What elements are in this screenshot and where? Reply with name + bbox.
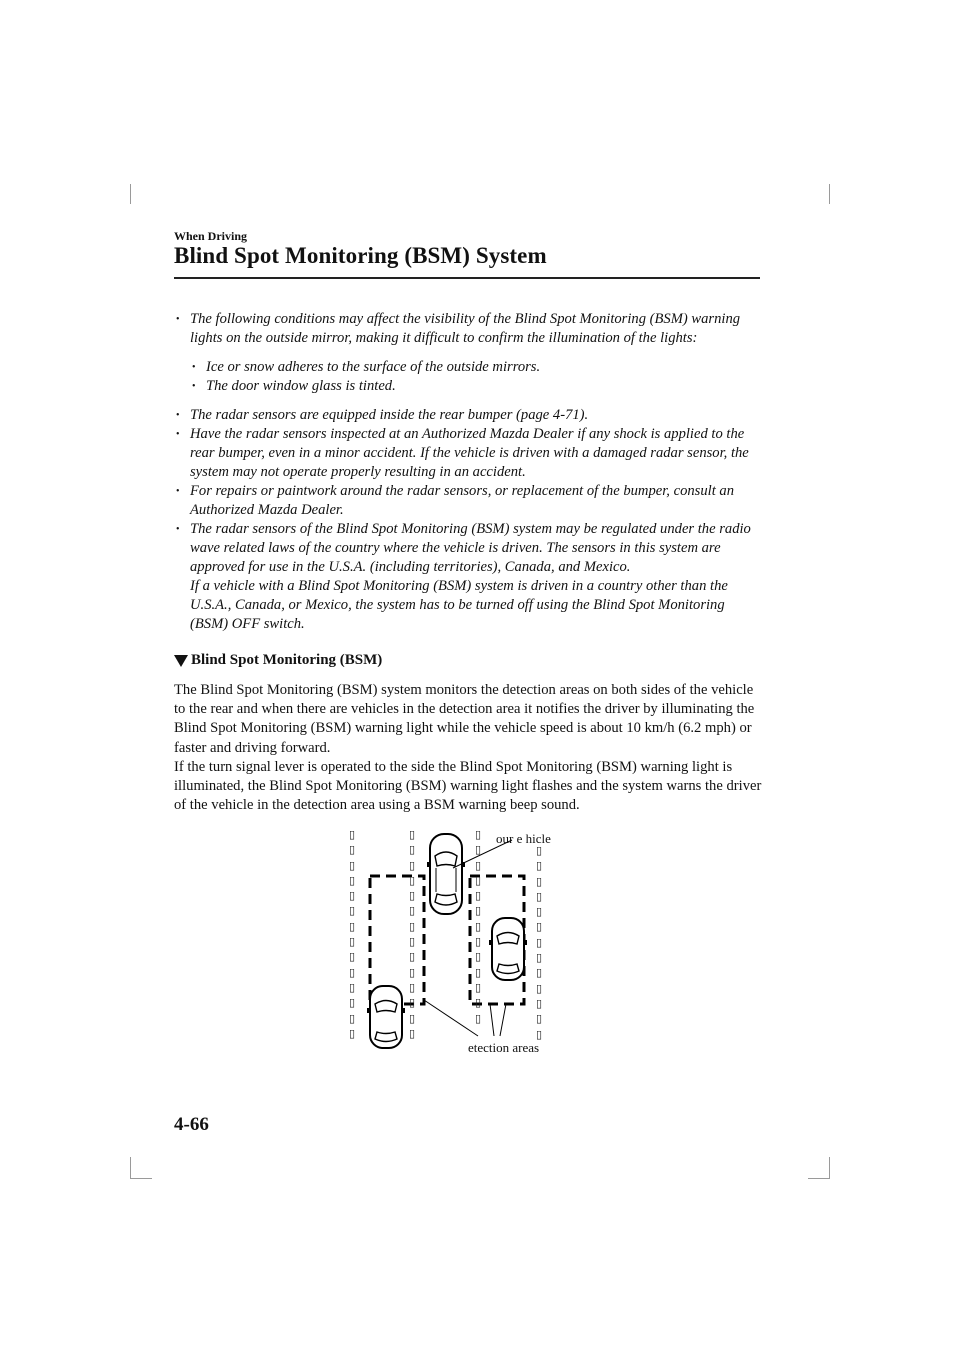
bullet-item: • For repairs or paintwork around the radar sensors, or replacement of the bumper, consult an Authorized Mazda Dealer. — [174, 482, 764, 520]
lane-marker-column: ▯ ▯ ▯ ▯ ▯ ▯ ▯ ▯ ▯ ▯ ▯ ▯ ▯ ▯ — [409, 829, 416, 1040]
vehicle-left-lane — [367, 986, 405, 1048]
crop-mark — [130, 184, 131, 204]
bullet-item: • Have the radar sensors inspected at an Authorized Mazda Dealer if any shock is applied to the rear bumper, even in a minor accident. If the vehicle is driven with a damaged radar sensor, the system may not operate properly resulting in an accident. — [174, 425, 764, 482]
bullet-item: • The radar sensors are equipped inside the rear bumper (page 4-71). — [174, 406, 764, 425]
bullet-item: • The radar sensors of the Blind Spot Monitoring (BSM) system may be regulated under the radio wave related laws of the country where the vehicle is driven. The sensors in this system are approved for use in the U.S.A. (including territories), Canada, and Mexico. If a vehicle with a Blind Spot Monitoring (BSM) system is driven in a country other than the U.S.A., Canada, or Mexico, the system has to be turned off using the Blind Spot Monitoring (BSM) OFF switch. — [174, 520, 764, 634]
your-vehicle-car — [427, 834, 465, 914]
crop-mark — [808, 1178, 830, 1179]
body-text — [174, 681, 764, 815]
your-vehicle-label: our e hicle — [496, 831, 551, 846]
sub-bullet-item: • The door window glass is tinted. — [190, 377, 764, 396]
crop-mark — [130, 1157, 131, 1179]
page-title: Blind Spot Monitoring (BSM) System — [174, 243, 547, 268]
paragraph: The Blind Spot Monitoring (BSM) system monitors the detection areas on both sides of the vehicle to the rear and when there are vehicles in the detection area it notifies the driver by illuminating the Blind Spot Monitoring (BSM) warning light while the vehicle speed is about 10 km/h (6.2 mph) or faster and driving forward. — [174, 682, 755, 756]
caution-bullet-list — [174, 310, 764, 634]
crop-mark — [130, 1178, 152, 1179]
crop-mark — [829, 1157, 830, 1179]
detection-area-diagram — [340, 822, 600, 1062]
bullet-item: • The following conditions may affect the visibility of the Blind Spot Monitoring (BSM) warning lights on the outside mirror, making it difficult to confirm the illumination of the lights: • Ice or snow adheres to the surface of the outside mirrors. • The door window glass is tinted. — [174, 310, 764, 396]
lane-marker-column: ▯ ▯ ▯ ▯ ▯ ▯ ▯ ▯ ▯ ▯ ▯ ▯ ▯ — [475, 829, 482, 1025]
sub-bullet-list — [190, 358, 764, 396]
sub-bullet-item: • Ice or snow adheres to the surface of the outside mirrors. — [190, 358, 764, 377]
section-label: When Driving — [174, 229, 248, 243]
triangle-down-icon — [174, 655, 188, 667]
page-number: 4-66 — [174, 1114, 209, 1135]
diagram-graphic — [340, 822, 600, 1062]
lane-marker-column: ▯ ▯ ▯ ▯ ▯ ▯ ▯ ▯ ▯ ▯ ▯ ▯ ▯ ▯ — [349, 829, 356, 1040]
title-rule — [174, 277, 760, 279]
detection-leader-line — [424, 1000, 478, 1036]
vehicle-right-lane — [489, 918, 527, 980]
detection-area-left — [370, 876, 424, 1004]
crop-mark — [829, 184, 830, 204]
paragraph: If the turn signal lever is operated to the side the Blind Spot Monitoring (BSM) warning light is illuminated, the Blind Spot Monitoring (BSM) warning light flashes and the system warns the driver of the vehicle in the detection area using a BSM warning beep sound. — [174, 758, 762, 814]
lane-marker-column: ▯ ▯ ▯ ▯ ▯ ▯ ▯ ▯ ▯ ▯ ▯ ▯ ▯ — [536, 845, 543, 1041]
section-heading: Blind Spot Monitoring (BSM) — [174, 652, 382, 669]
detection-areas-label: etection areas — [468, 1040, 540, 1055]
detection-leader-line — [500, 1004, 506, 1036]
detection-leader-line — [490, 1004, 494, 1036]
